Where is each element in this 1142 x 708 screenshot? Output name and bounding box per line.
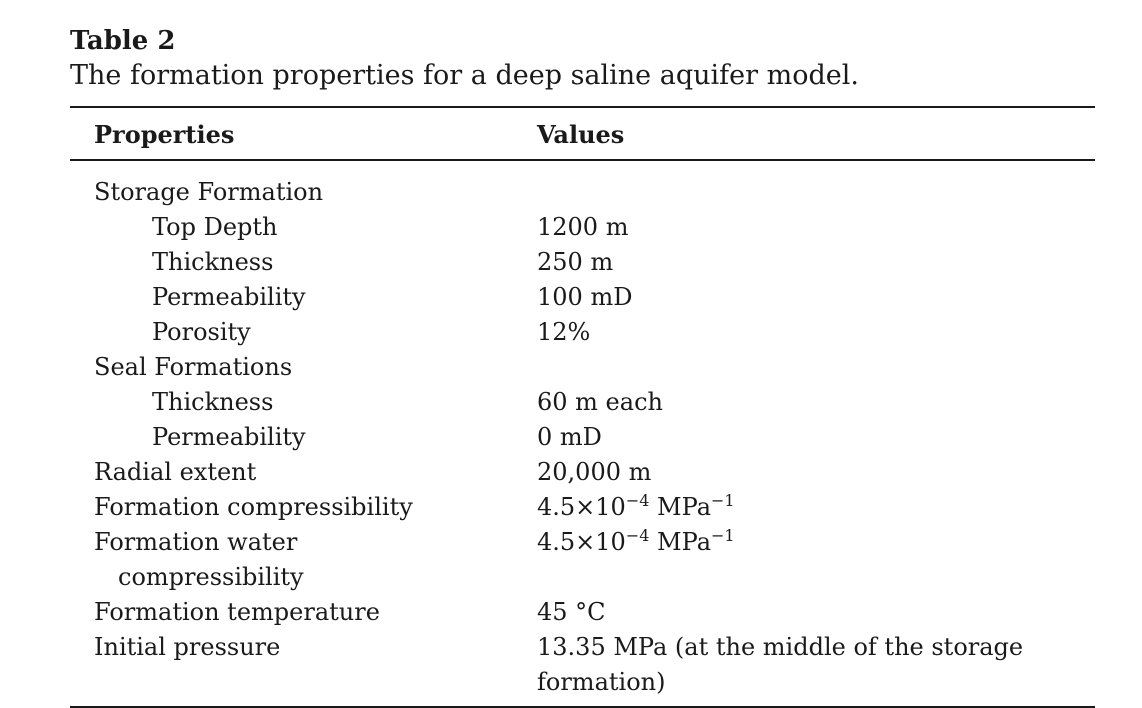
property-value: 45 °C bbox=[537, 598, 606, 626]
property-value: 60 m each bbox=[537, 388, 663, 416]
property-label: Permeability bbox=[152, 283, 306, 311]
table-label: Table 2 bbox=[70, 26, 176, 56]
property-label: Thickness bbox=[152, 248, 274, 276]
property-label: Permeability bbox=[152, 423, 306, 451]
table-row bbox=[70, 385, 1095, 420]
empty-cell bbox=[537, 160, 1095, 210]
property-label: Formation temperature bbox=[94, 598, 380, 626]
table-row bbox=[70, 595, 1095, 630]
property-label: Formation compressibility bbox=[94, 493, 413, 521]
table-row bbox=[70, 315, 1095, 350]
table-container bbox=[70, 24, 1095, 708]
table-row bbox=[70, 490, 1095, 525]
value-exponent: −4 bbox=[625, 491, 650, 510]
property-value: 100 mD bbox=[537, 283, 633, 311]
table-row bbox=[70, 420, 1095, 455]
header-values: Values bbox=[537, 107, 1095, 160]
property-value: 250 m bbox=[537, 248, 614, 276]
property-value bbox=[537, 525, 1095, 595]
table-row bbox=[70, 160, 1095, 210]
property-value: 12% bbox=[537, 318, 591, 346]
value-base: 4.5×10 bbox=[537, 493, 626, 521]
label-line-2: compressibility bbox=[118, 563, 304, 591]
group-label-seal: Seal Formations bbox=[94, 353, 293, 381]
table-row bbox=[70, 210, 1095, 245]
property-label: Porosity bbox=[152, 318, 251, 346]
property-label: Radial extent bbox=[94, 458, 257, 486]
value-unit: MPa bbox=[649, 493, 712, 521]
value-base: 4.5×10 bbox=[537, 528, 626, 556]
property-value: 20,000 m bbox=[537, 458, 652, 486]
group-label-storage: Storage Formation bbox=[94, 178, 324, 206]
property-label: Top Depth bbox=[152, 213, 278, 241]
table-caption: The formation properties for a deep saline aquifer model. bbox=[70, 60, 859, 91]
property-label: Initial pressure bbox=[94, 633, 281, 661]
property-value: 1200 m bbox=[537, 213, 629, 241]
property-label: Thickness bbox=[152, 388, 274, 416]
property-label bbox=[70, 525, 537, 595]
table-row bbox=[70, 630, 1095, 707]
table-row bbox=[70, 245, 1095, 280]
unit-exponent: −1 bbox=[711, 526, 735, 545]
table-row bbox=[70, 350, 1095, 385]
table-row bbox=[70, 280, 1095, 315]
unit-exponent: −1 bbox=[711, 491, 735, 510]
value-exponent: −4 bbox=[625, 526, 650, 545]
property-value: 13.35 MPa (at the middle of the storage formation) bbox=[537, 633, 1024, 696]
properties-table bbox=[70, 106, 1095, 708]
label-line-1: Formation water bbox=[94, 528, 298, 556]
table-row bbox=[70, 455, 1095, 490]
table-row bbox=[70, 525, 1095, 595]
property-value bbox=[537, 490, 1095, 525]
value-unit: MPa bbox=[649, 528, 712, 556]
property-value: 0 mD bbox=[537, 423, 602, 451]
header-properties: Properties bbox=[70, 107, 537, 160]
header-row bbox=[70, 107, 1095, 160]
empty-cell bbox=[537, 350, 1095, 385]
